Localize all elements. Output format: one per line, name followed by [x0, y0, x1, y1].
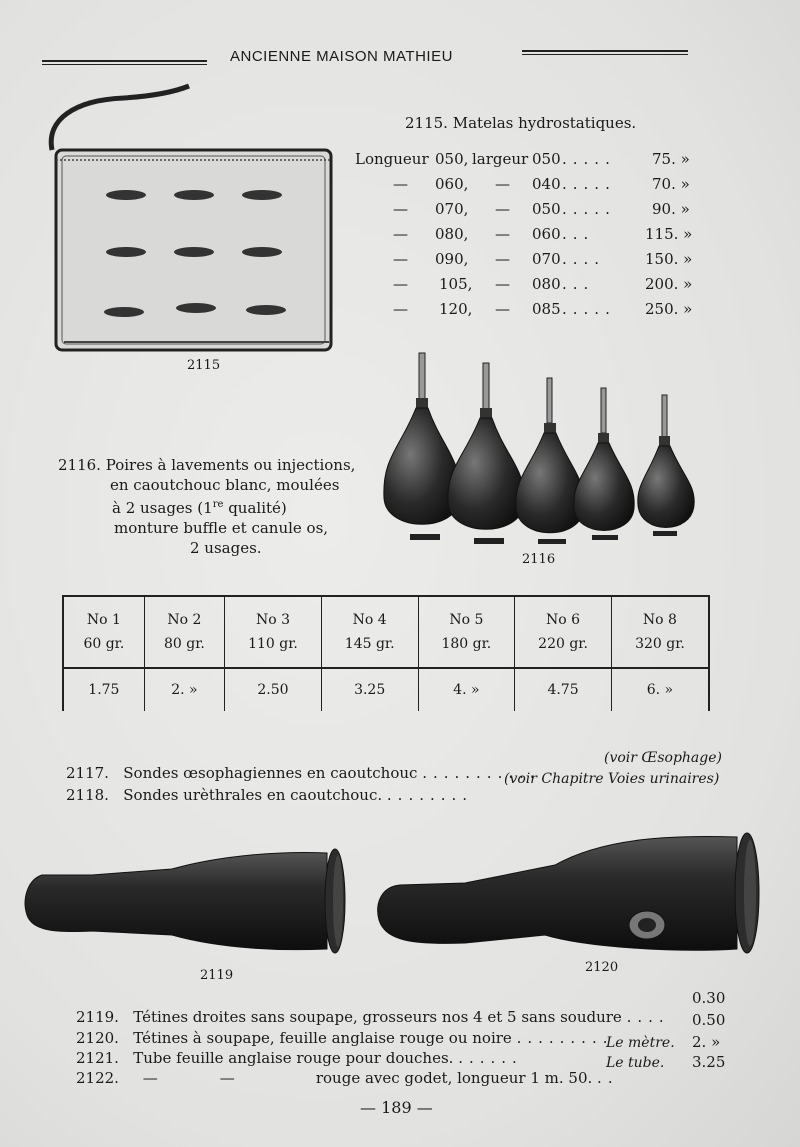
ditto-mark: —: [495, 250, 510, 268]
valve-teat-illustration: [375, 825, 770, 955]
price-value: 90. »: [652, 200, 690, 218]
leader-dots: ....: [626, 1008, 670, 1026]
leader-dots: .....: [562, 300, 616, 318]
table-cell: [515, 596, 612, 668]
caption-2115: 2115: [187, 358, 221, 373]
ditto-mark: —: [495, 275, 510, 293]
size-number: No 1: [86, 612, 121, 628]
size-weight: 80 gr.: [164, 636, 205, 652]
size-number: No 8: [642, 612, 677, 628]
leader-dots: .....: [562, 200, 616, 218]
item-2117-reference: (voir Œsophage): [604, 750, 722, 766]
leader-dots: ......: [458, 1049, 523, 1067]
caption-2119: 2119: [200, 968, 234, 983]
straight-teat-illustration: [22, 845, 352, 960]
size-weight: 60 gr.: [83, 636, 125, 652]
leader-dots: ..: [597, 1069, 619, 1087]
length-value: 120,: [439, 300, 473, 318]
ditto-mark: —: [495, 300, 510, 318]
item-2118-reference: (voir Chapitre Voies urinaires): [504, 771, 720, 787]
leader-dots: .........: [516, 1029, 614, 1047]
item-2120: [76, 1029, 614, 1047]
unit-2121: Le mètre.: [606, 1035, 675, 1051]
mattress-row: [355, 250, 700, 272]
mattress-name: Matelas hydrostatiques.: [452, 114, 637, 132]
mattress-title: [405, 114, 636, 132]
table-price-cell: 3.25: [321, 668, 418, 711]
table-cell: [144, 596, 224, 668]
ditto-mark: —: [495, 225, 510, 243]
caption-2116: 2116: [522, 552, 556, 567]
width-value: 080: [532, 275, 561, 293]
price-2121: 2. »: [692, 1033, 721, 1051]
item-number: 2122.: [76, 1069, 119, 1087]
price-2119: 0.30: [692, 989, 726, 1007]
item-text: rouge avec godet, longueur 1 m. 50.: [315, 1069, 593, 1087]
mattress-illustration: [44, 80, 339, 360]
item-2121: [76, 1049, 523, 1067]
item-text: Sondes urèthrales en caoutchouc.: [123, 786, 383, 804]
width-value: 040: [532, 175, 561, 193]
table-price-row: [63, 668, 709, 711]
mattress-row: [355, 175, 700, 197]
bulbs-illustration: [380, 348, 710, 548]
bulbs-line: en caoutchouc blanc, moulées: [110, 476, 340, 494]
table-price-cell: 4.75: [515, 668, 612, 711]
table-cell: [225, 596, 322, 668]
header-rule-left: [42, 60, 207, 65]
length-value: 070,: [435, 200, 469, 218]
item-text: Tube feuille anglaise rouge pour douches.: [133, 1049, 454, 1067]
item-2117: [66, 764, 541, 782]
table-cell: [321, 596, 418, 668]
ditto-mark: —: [393, 300, 408, 318]
caption-2120: 2120: [585, 960, 619, 975]
width-value: 070: [532, 250, 561, 268]
price-value: 70. »: [652, 175, 690, 193]
price-value: 200. »: [645, 275, 693, 293]
unit-2122: Le tube.: [606, 1055, 665, 1071]
size-number: No 5: [449, 612, 484, 628]
ditto-mark: —: [142, 1069, 158, 1087]
item-number: 2117.: [66, 764, 109, 782]
length-value: 080,: [435, 225, 469, 243]
price-value: 75. »: [652, 150, 690, 168]
quality-prefix: (1: [197, 499, 213, 517]
length-value: 105,: [439, 275, 473, 293]
size-weight: 110 gr.: [248, 636, 298, 652]
item-text: Tétines droites sans soupape, grosseurs nos 4 et 5 sans soudure: [133, 1008, 622, 1026]
table-price-cell: 1.75: [63, 668, 144, 711]
table-cell: [418, 596, 515, 668]
ditto-mark: —: [393, 200, 408, 218]
ditto-mark: —: [393, 250, 408, 268]
ditto-mark: —: [393, 225, 408, 243]
size-number: No 3: [255, 612, 290, 628]
price-value: 115. »: [645, 225, 693, 243]
length-value: 050,: [435, 150, 469, 168]
size-weight: 180 gr.: [441, 636, 492, 652]
ditto-mark: —: [495, 200, 510, 218]
quality-suffix: qualité): [228, 499, 287, 517]
size-weight: 320 gr.: [635, 636, 685, 652]
bulbs-line: 2 usages.: [190, 539, 262, 557]
header-rule-right: [522, 50, 688, 55]
ditto-mark: —: [393, 175, 408, 193]
price-value: 250. »: [645, 300, 693, 318]
price-value: 150. »: [645, 250, 693, 268]
width-label: largeur: [472, 150, 529, 168]
size-number: No 2: [167, 612, 202, 628]
width-value: 050: [532, 200, 561, 218]
mattress-row: [355, 200, 700, 222]
page-number: — 189 —: [360, 1098, 433, 1117]
ditto-mark: —: [393, 275, 408, 293]
item-number: 2120.: [76, 1029, 119, 1047]
bulbs-line: [58, 495, 358, 518]
item-number: 2118.: [66, 786, 109, 804]
width-value: 060: [532, 225, 561, 243]
mattress-row: [355, 150, 700, 172]
ditto-mark: —: [219, 1069, 235, 1087]
leader-dots: ...: [562, 225, 595, 243]
table-price-cell: 4. »: [418, 668, 515, 711]
leader-dots: .....: [562, 175, 616, 193]
item-2119: [76, 1008, 670, 1026]
mattress-row: [355, 225, 700, 247]
table-cell: [611, 596, 709, 668]
size-weight: 145 gr.: [344, 636, 395, 652]
table-price-cell: 2.50: [225, 668, 322, 711]
width-value: 085: [532, 300, 561, 318]
mattress-number: 2115.: [405, 114, 448, 132]
item-2118: [66, 786, 473, 804]
table-header-row: [63, 596, 709, 668]
item-text: Sondes œsophagiennes en caoutchouc: [123, 764, 418, 782]
size-weight: 220 gr.: [538, 636, 588, 652]
bulbs-description: [58, 455, 358, 558]
price-2122: 3.25: [692, 1053, 726, 1071]
length-label: Longueur: [355, 150, 429, 168]
length-value: 060,: [435, 175, 469, 193]
width-value: 050: [532, 150, 561, 168]
bulbs-line: 2116. Poires à lavements ou injections,: [58, 456, 356, 474]
leader-dots: .....: [562, 150, 616, 168]
bulbs-line-text: à 2 usages: [112, 499, 193, 517]
bulbs-line: monture buffle et canule os,: [114, 519, 329, 537]
item-number: 2121.: [76, 1049, 119, 1067]
leader-dots: ........: [386, 786, 474, 804]
leader-dots: ....: [562, 250, 606, 268]
size-number: No 4: [352, 612, 387, 628]
table-cell: [63, 596, 144, 668]
mattress-row: [355, 275, 700, 297]
quality-superscript: re: [212, 499, 224, 510]
leader-dots: ...........: [422, 764, 541, 782]
table-price-cell: 2. »: [144, 668, 224, 711]
bulb-sizes-table: [62, 595, 710, 711]
item-text: Tétines à soupape, feuille anglaise rouge ou noire: [133, 1029, 512, 1047]
ditto-mark: —: [495, 175, 510, 193]
table-price-cell: 6. »: [611, 668, 709, 711]
price-2120: 0.50: [692, 1011, 726, 1029]
length-value: 090,: [435, 250, 469, 268]
leader-dots: ...: [562, 275, 595, 293]
item-2122: [76, 1069, 619, 1087]
header-title: ANCIENNE MAISON MATHIEU: [230, 48, 453, 65]
size-number: No 6: [546, 612, 581, 628]
mattress-row: [355, 300, 700, 322]
item-number: 2119.: [76, 1008, 119, 1026]
